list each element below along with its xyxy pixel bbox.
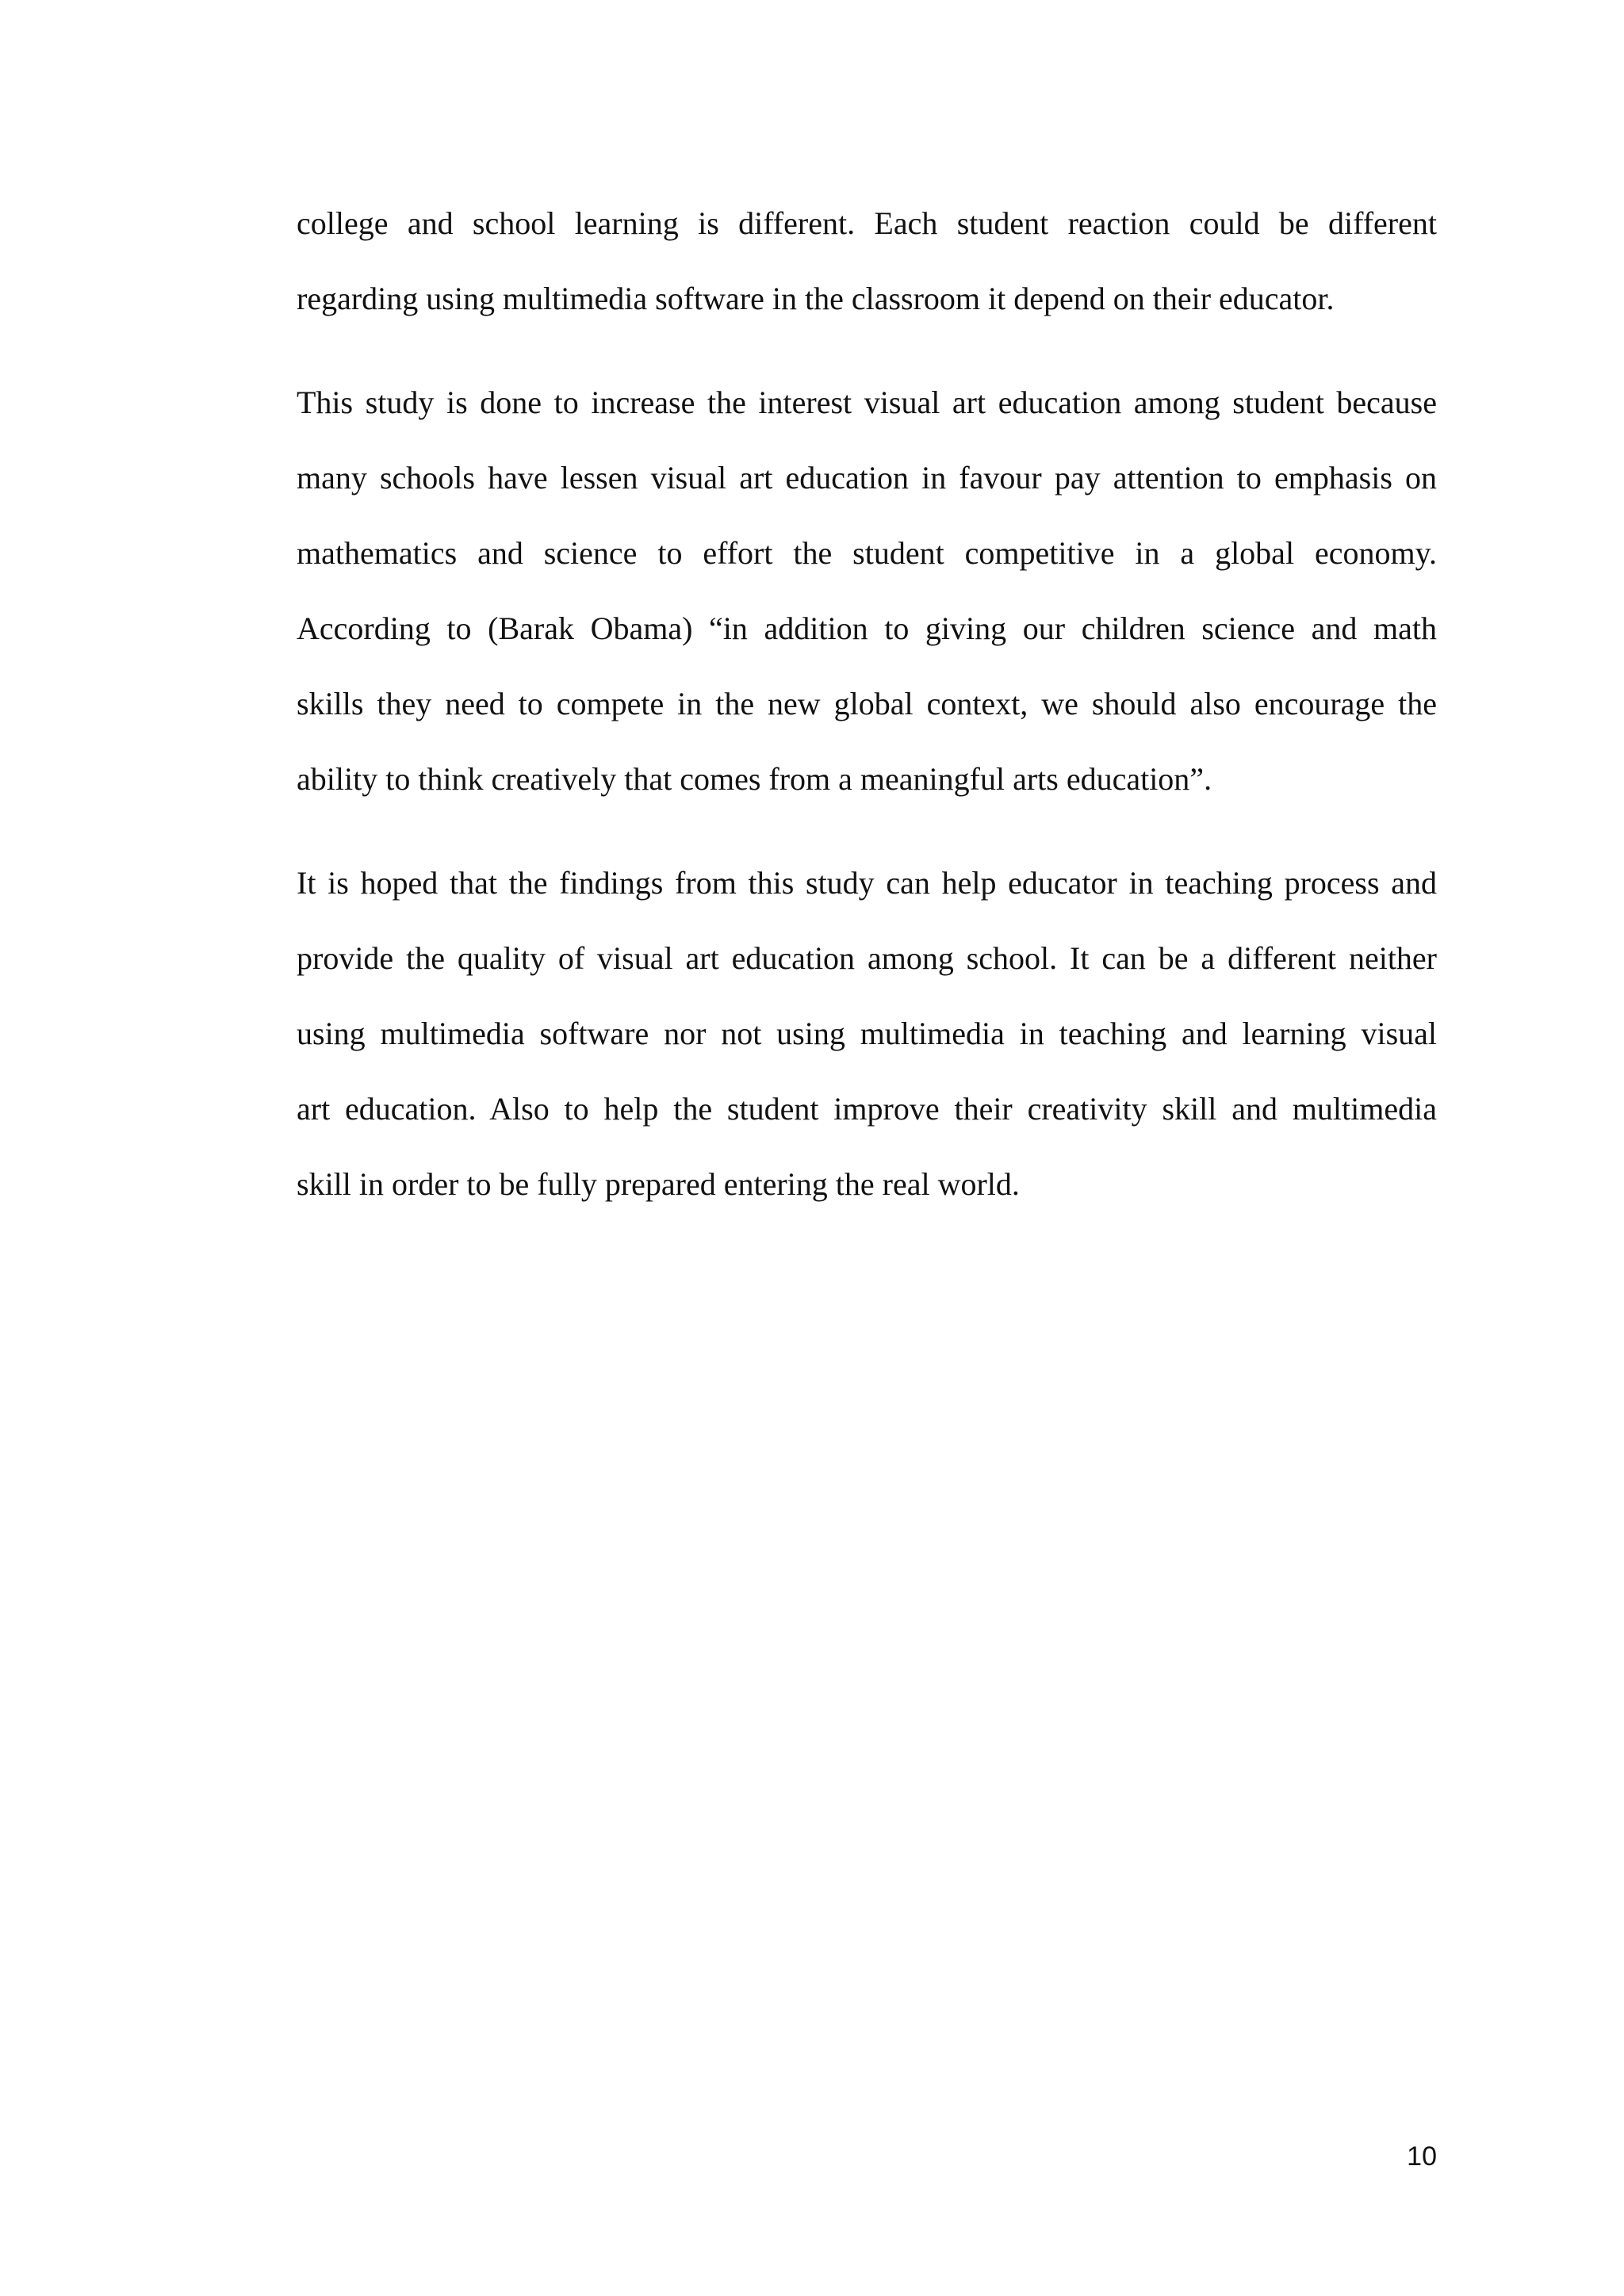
paragraph-1-line-1: college and school learning is different. Each student reaction could be different <box>297 205 1437 241</box>
paragraph-3-line-2: provide the quality of visual art education among school. It can be a different neither <box>297 940 1437 976</box>
paragraph-3-line-4: art education. Also to help the student improve their creativity skill and multimedia <box>297 1091 1437 1127</box>
paragraph-2-line-1: This study is done to increase the interest visual art education among student because <box>297 385 1437 420</box>
body-text <box>297 186 1437 1250</box>
paragraph-2-line-2: many schools have lessen visual art education in favour pay attention to emphasis on <box>297 460 1437 496</box>
paragraph-1 <box>297 186 1437 336</box>
paragraph-2-line-4: According to (Barak Obama) “in addition to giving our children science and math <box>297 610 1437 646</box>
paragraph-2 <box>297 365 1437 817</box>
paragraph-1-line-2: regarding using multimedia software in the classroom it depend on their educator. <box>297 281 1335 316</box>
paragraph-3-line-3: using multimedia software nor not using multimedia in teaching and learning visual <box>297 1016 1437 1051</box>
paragraph-2-line-5: skills they need to compete in the new global context, we should also encourage the <box>297 686 1437 721</box>
paragraph-2-line-6: ability to think creatively that comes from a meaningful arts education”. <box>297 761 1212 797</box>
paragraph-3-line-5: skill in order to be fully prepared entering the real world. <box>297 1166 1020 1202</box>
paragraph-2-line-3: mathematics and science to effort the student competitive in a global economy. <box>297 535 1437 571</box>
page-number: 10 <box>1407 2141 1437 2172</box>
paragraph-3-line-1: It is hoped that the findings from this study can help educator in teaching process and <box>297 865 1437 901</box>
paragraph-3 <box>297 845 1437 1222</box>
